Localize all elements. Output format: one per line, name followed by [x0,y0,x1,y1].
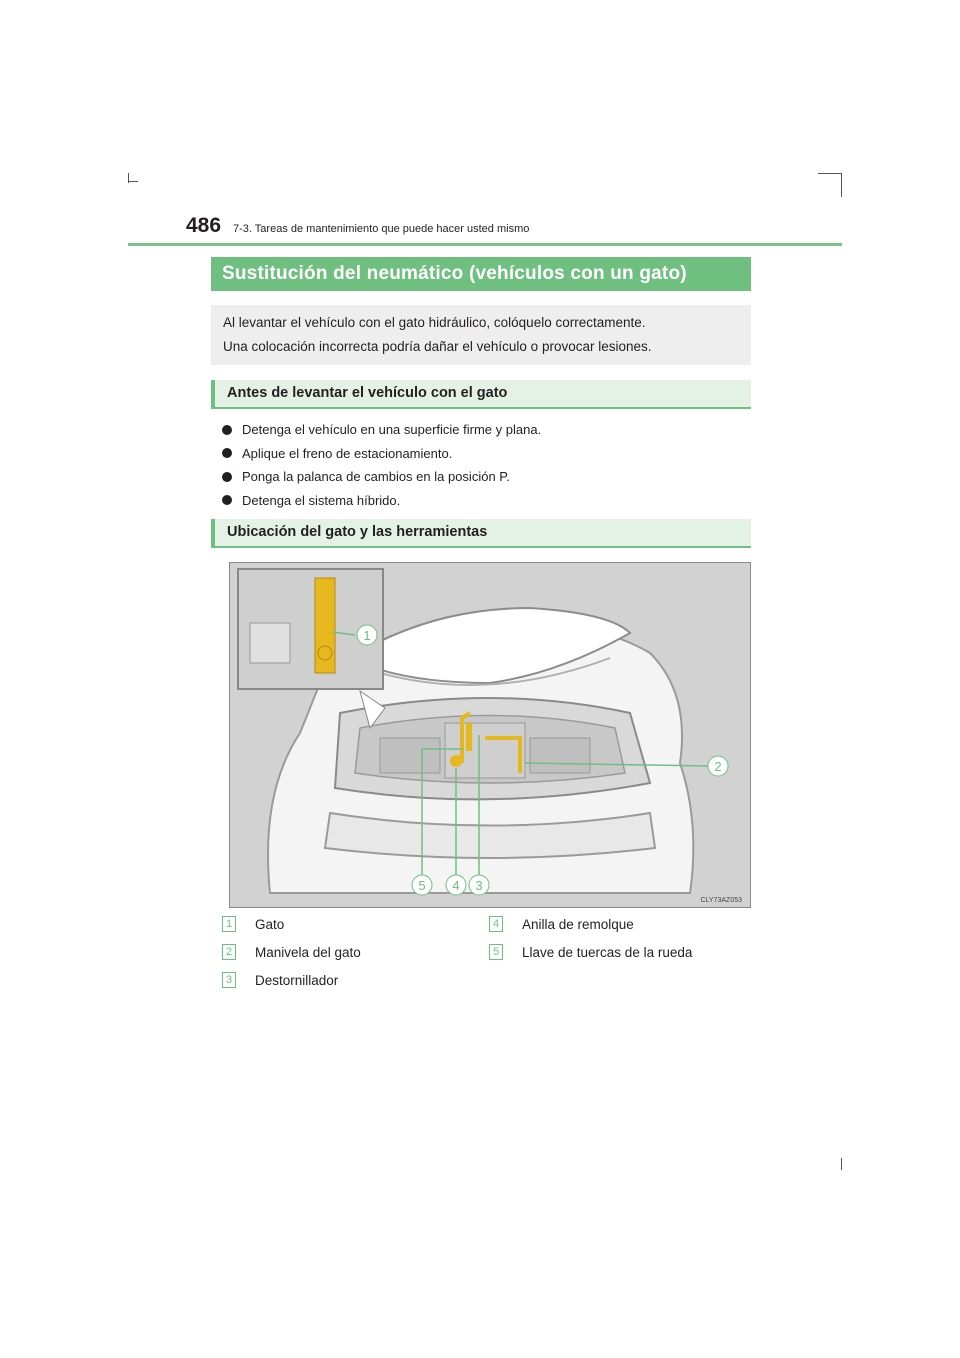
callout-1-label: 1 [363,628,371,643]
trunk-drawing [230,563,750,907]
crop-mark [841,1158,842,1170]
legend-label: Anilla de remolque [522,916,634,932]
section-reference: 7-3. Tareas de mantenimiento que puede hacer usted mismo [233,223,530,235]
legend-label: Llave de tuercas de la rueda [522,944,693,960]
legend-item-2 [222,944,361,960]
legend-label: Gato [255,916,285,932]
legend-number-icon: 2 [222,944,236,960]
callout-3-label: 3 [475,878,483,893]
bullet-icon [222,448,232,458]
bullet-icon [222,425,232,435]
list-item: Detenga el sistema híbrido. [222,489,541,513]
crop-mark [841,173,842,197]
figure-code: CLY73AZ053 [700,897,742,904]
before-lifting-heading: Antes de levantar el vehículo con el gato [211,380,751,409]
list-item: Detenga el vehículo en una superficie firme y plana. [222,418,541,442]
notice-box [211,305,751,365]
list-item: Aplique el freno de estacionamiento. [222,442,541,466]
notice-line-2: Una colocación incorrecta podría dañar el vehículo o provocar lesiones. [223,339,652,354]
page-number: 486 [186,214,222,237]
legend-label: Manivela del gato [255,944,361,960]
legend-number-icon: 3 [222,972,236,988]
legend-number-icon: 4 [489,916,503,932]
legend-item-3 [222,972,338,988]
legend-label: Destornillador [255,972,339,988]
header-divider [128,243,842,246]
legend-number-icon: 1 [222,916,236,932]
bullet-icon [222,495,232,505]
trunk-illustration [229,562,751,908]
legend-item-4 [489,916,634,932]
notice-line-1: Al levantar el vehículo con el gato hidráulico, colóquelo correctamente. [223,315,646,330]
legend-item-5 [489,944,692,960]
before-lifting-list [222,418,541,512]
list-item: Ponga la palanca de cambios en la posición P. [222,465,541,489]
crop-mark [128,181,138,182]
legend-number-icon: 5 [489,944,503,960]
callout-4-label: 4 [452,878,460,893]
tools-location-heading: Ubicación del gato y las herramientas [211,519,751,548]
callout-2-label: 2 [714,759,722,774]
bullet-icon [222,472,232,482]
callout-5-label: 5 [418,878,426,893]
crop-mark [818,173,842,174]
legend-item-1 [222,916,284,932]
page-title: Sustitución del neumático (vehículos con un gato) [211,257,751,291]
